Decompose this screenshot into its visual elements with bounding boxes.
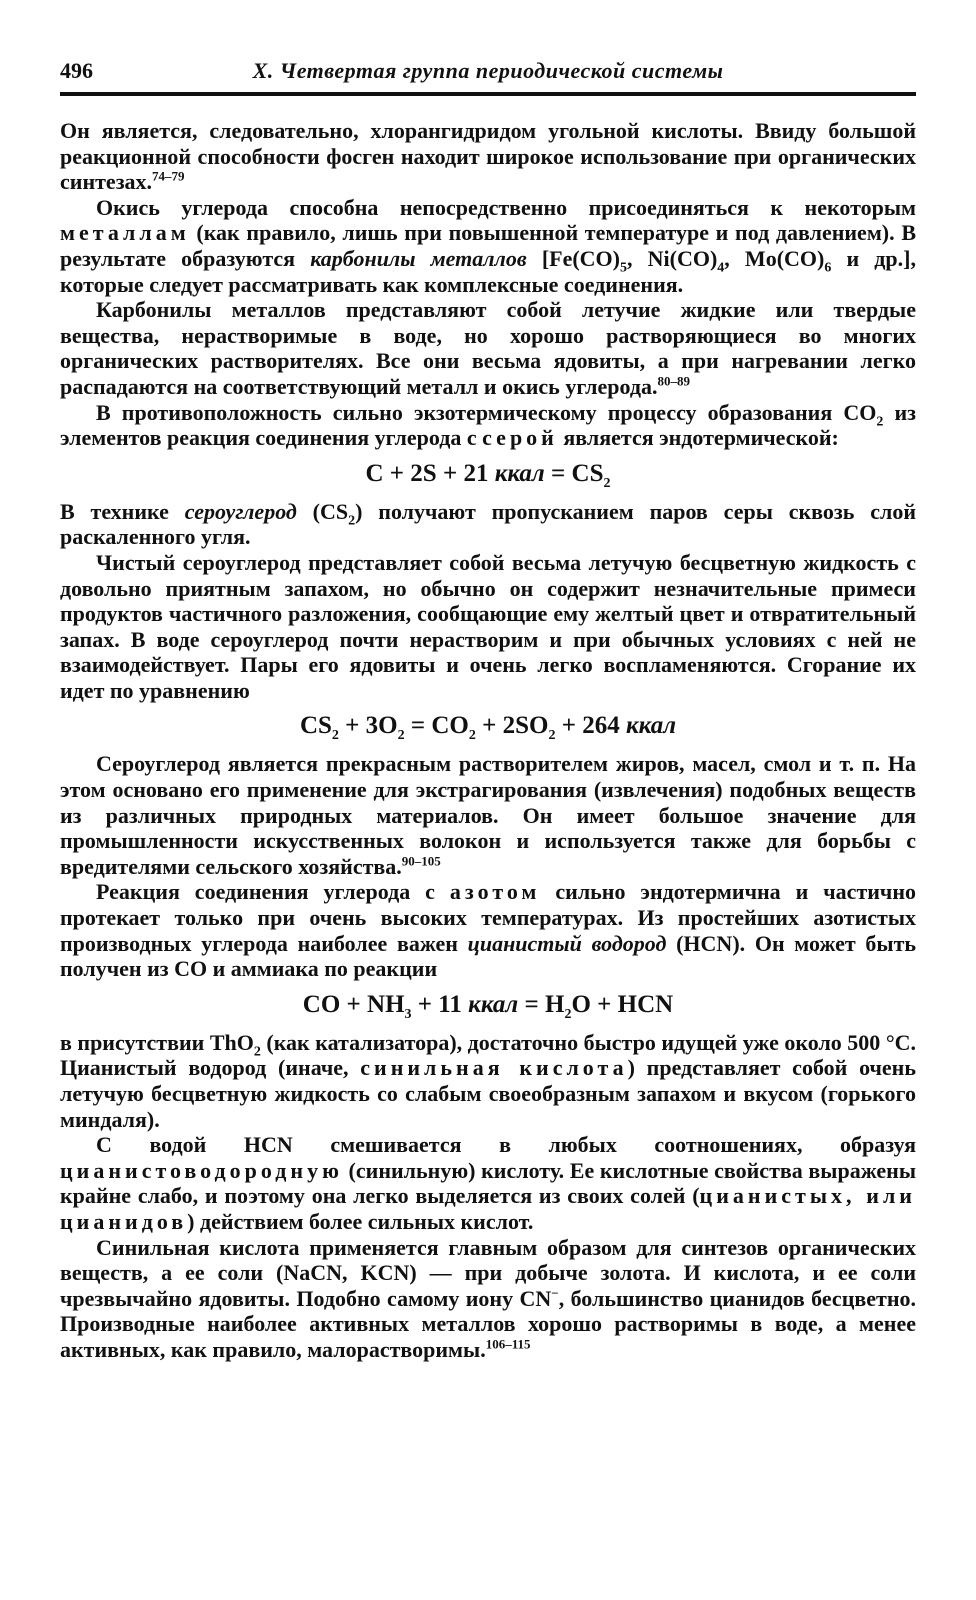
text-run: сильно эндотермична и частично протекает только при очень высоких температурах. Из простейших азотистых производных углерода наиболее важен <box>60 879 917 956</box>
spaced-emphasis: серой <box>482 425 558 451</box>
text-run: (синильную) кислоту. Ее кислотные свойства выражены крайне слабо, и поэтому она легко выделяется из своих солей ( <box>60 1157 916 1209</box>
text-run: (CS <box>296 498 349 524</box>
text-run: Чистый сероуглерод представляет собой весьма летучую бесцветную жидкость с довольно приятным запахом, но обычно он содержит незначительные примеси продуктов частичного разложения, сообщающие ему желтый цвет и отвратительный запах. В воде сероуглерод почти нерастворим и при обычных условиях с ней не взаимодействует. Пары его ядовиты и очень легко воспламеняются. Сгорание их идет по уравнению <box>60 549 916 703</box>
text-run: ) действием более сильных кислот. <box>187 1208 534 1234</box>
spaced-emphasis: цианистых, или цианидов <box>60 1183 916 1234</box>
text-run: , Mo(CO) <box>724 245 825 271</box>
subscript: 2 <box>331 728 339 744</box>
equation-part: = CO <box>404 712 469 740</box>
subscript: 2 <box>564 1006 572 1022</box>
paragraph <box>60 1235 916 1363</box>
equation-part: + 264 <box>555 712 626 740</box>
text-run: , Ni(CO) <box>627 245 718 271</box>
subscript: 2 <box>468 728 476 744</box>
spaced-emphasis: металлам <box>60 220 190 246</box>
subscript: 2 <box>548 728 556 744</box>
subscript: 5 <box>620 260 627 276</box>
equation-unit: ккал <box>468 990 519 1018</box>
text-run: [Fe(CO) <box>526 245 620 271</box>
spaced-emphasis: синильная кислота <box>360 1055 628 1081</box>
equation-part: + 2SO <box>475 712 549 740</box>
text-run: Синильная кислота применяется главным образом для синтезов органических веществ, а ее соли (NaCN, KCN) — при добыче золота. И кислота, и ее соли чрезвычайно ядовиты. Подобно самому иону CN <box>60 1234 916 1311</box>
paragraph <box>60 400 916 451</box>
equation-part: = H <box>518 990 565 1018</box>
text-run: Окись углерода способна непосредственно присоединяться к некоторым <box>96 194 916 220</box>
text-run: , большинство цианидов бесцветно. Производные наиболее активных металлов хорошо растворимы в воде, а менее активных, как правило, малорастворимы. <box>60 1285 916 1362</box>
superscript: − <box>551 1285 559 1301</box>
text-run: В технике <box>60 498 185 524</box>
text-run: ) представляет собой очень летучую бесцветную жидкость со слабым своеобразным запахом и вкусом (горького миндаля). <box>60 1055 916 1132</box>
subscript: 2 <box>397 728 405 744</box>
equation-part: + 11 <box>411 990 469 1018</box>
italic-term: сероуглерод <box>184 498 297 524</box>
subscript: 4 <box>717 260 725 276</box>
subscript: 6 <box>824 260 832 276</box>
reference-superscript: 80–89 <box>657 373 691 389</box>
paragraph <box>60 118 916 195</box>
equation-part: = CS <box>544 459 604 487</box>
spaced-emphasis: азотом <box>449 879 541 905</box>
paragraph <box>60 1030 916 1132</box>
equation <box>60 459 916 489</box>
spaced-emphasis: цианистоводородную <box>60 1157 343 1183</box>
text-run: (HCN). Он может быть получен из CO и аммиака по реакции <box>60 930 917 982</box>
equation-part: CO + NH <box>302 990 405 1018</box>
equation-part: CS <box>299 712 332 740</box>
italic-term: цианистый водород <box>467 930 667 956</box>
equation <box>60 990 916 1020</box>
italic-term: карбонилы металлов <box>310 245 527 271</box>
running-title: X. Четвертая группа периодической системы <box>252 58 724 83</box>
text-run: Сероуглерод является прекрасным растворителем жиров, масел, смол и т. п. На этом основано его применение для экстрагирования (извлечения) подобных веществ из различных природных материалов. Он имеет большое значение для промышленности искусственных волокон и используется также для борьбы с вредителями сельского хозяйства. <box>60 751 916 879</box>
text-run: и др.], которые следует рассматривать как комплексные соединения. <box>60 245 916 297</box>
paragraph <box>60 751 916 879</box>
text-run: Карбонилы металлов представляют собой летучие жидкие или твердые вещества, нерастворимые в воде, но хорошо растворяющиеся во многих органических растворителях. Все они весьма ядовиты, а при нагревании легко распадаются на соответствующий металл и окись углерода. <box>60 297 916 399</box>
subscript: 2 <box>603 475 611 491</box>
equation-part: + 3O <box>338 712 398 740</box>
equation-unit: ккал <box>494 459 545 487</box>
paragraph <box>60 1132 916 1234</box>
paragraph <box>60 550 916 704</box>
text-run: С водой HCN смешивается в любых соотношениях, образуя <box>96 1132 916 1158</box>
equation-part: O + HCN <box>571 990 674 1018</box>
equation-part: C + 2S + 21 <box>365 459 495 487</box>
subscript: 2 <box>348 513 356 529</box>
paragraph <box>60 879 916 981</box>
text-run: в присутствии ThO <box>60 1029 254 1055</box>
subscript: 2 <box>876 413 884 429</box>
reference-superscript: 106–115 <box>485 1336 531 1352</box>
paragraph <box>60 297 916 399</box>
subscript: 3 <box>404 1006 412 1022</box>
text-run: из элементов реакция соединения углерода с <box>60 399 916 451</box>
text-run: (как правило, лишь при повышенной температуре и под давлением). В результате образуются <box>60 220 916 271</box>
page-number: 496 <box>60 58 93 83</box>
reference-superscript: 90–105 <box>401 853 441 869</box>
text-run: является эндотермической: <box>557 425 839 451</box>
text-run: ) получают пропусканием паров серы сквозь слой раскаленного угля. <box>60 498 916 550</box>
paragraph <box>60 499 916 550</box>
page-body <box>60 118 916 1363</box>
text-run: Реакция соединения углерода с <box>96 879 450 905</box>
text-run: (как катализатора), достаточно быстро идущей уже около 500 °C. Цианистый водород (иначе, <box>60 1029 917 1081</box>
equation <box>60 711 916 744</box>
text-run: Он является, следовательно, хлорангидридом угольной кислоты. Ввиду большой реакционной способности фосген находит широкое использование при органических синтезах. <box>60 118 916 195</box>
text-run: В противоположность сильно экзотермическому процессу образования CO <box>96 399 877 425</box>
subscript: 2 <box>253 1044 261 1060</box>
equation-unit: ккал <box>625 712 677 740</box>
reference-superscript: 74–79 <box>152 168 185 184</box>
paragraph <box>60 195 916 297</box>
page-header <box>60 58 916 96</box>
